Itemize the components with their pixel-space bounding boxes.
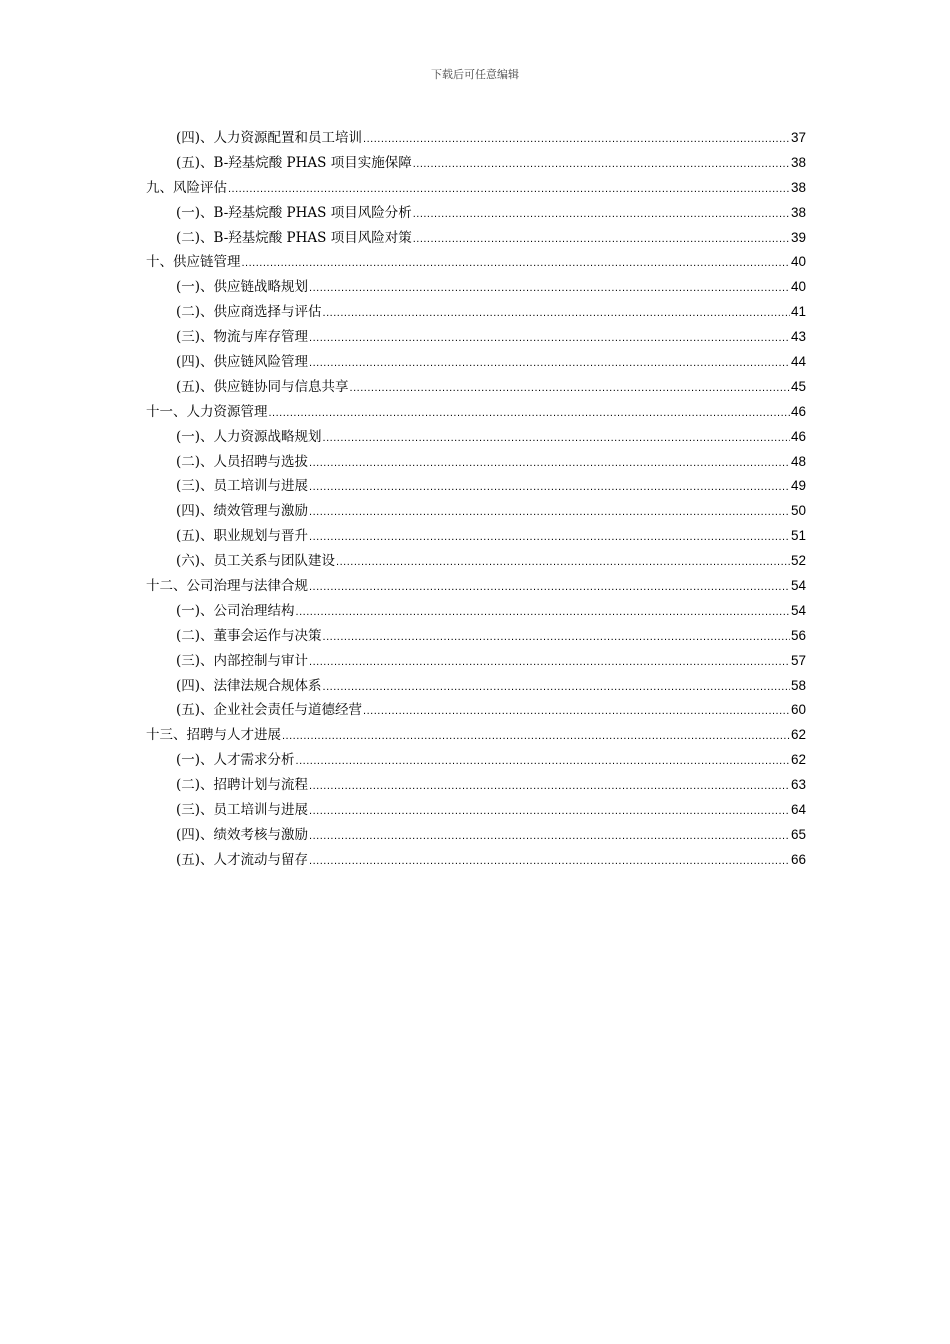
toc-section-entry[interactable] [146,798,806,823]
toc-leader-dots [413,233,790,245]
toc-page-number: 48 [790,453,806,469]
toc-entry-label: 十三、招聘与人才进展 [146,727,281,744]
table-of-contents [146,126,806,873]
toc-section-entry[interactable] [146,226,806,251]
toc-section-entry[interactable] [146,151,806,176]
toc-page-number: 43 [790,329,806,345]
toc-page-number: 58 [790,677,806,693]
toc-entry-label: (五)、B-羟基烷酸 PHAS 项目实施保障 [176,154,412,171]
toc-entry-label: (二)、B-羟基烷酸 PHAS 项目风险对策 [176,229,412,246]
toc-leader-dots [309,282,790,294]
toc-section-entry[interactable] [146,275,806,300]
toc-leader-dots [309,780,790,792]
toc-page-number: 44 [790,354,806,370]
toc-entry-label: (五)、人才流动与留存 [176,851,309,868]
toc-leader-dots [296,606,790,618]
toc-leader-dots [309,531,790,543]
toc-section-entry[interactable] [146,300,806,325]
toc-leader-dots [323,681,790,693]
toc-leader-dots [282,730,790,742]
toc-leader-dots [309,457,790,469]
toc-page-number: 62 [790,752,806,768]
toc-entry-label: (三)、内部控制与审计 [176,652,309,669]
toc-page-number: 41 [790,304,806,320]
toc-leader-dots [363,705,790,717]
toc-entry-label: (四)、法律法规合规体系 [176,677,322,694]
toc-section-entry[interactable] [146,425,806,450]
toc-leader-dots [309,357,790,369]
toc-leader-dots [309,581,790,593]
toc-leader-dots [323,631,790,643]
toc-entry-label: (三)、物流与库存管理 [176,329,309,346]
toc-section-entry[interactable] [146,649,806,674]
toc-entry-label: (四)、绩效管理与激励 [176,503,309,520]
toc-entry-label: (一)、人才需求分析 [176,752,295,769]
toc-page-number: 51 [790,528,806,544]
toc-leader-dots [309,656,790,668]
toc-entry-label: (一)、B-羟基烷酸 PHAS 项目风险分析 [176,204,412,221]
toc-leader-dots [242,257,790,269]
toc-entry-label: (四)、绩效考核与激励 [176,826,309,843]
toc-entry-label: 十二、公司治理与法律合规 [146,578,308,595]
toc-entry-label: (二)、董事会运作与决策 [176,627,322,644]
toc-leader-dots [228,183,790,195]
toc-page-number: 38 [790,154,806,170]
toc-section-entry[interactable] [146,674,806,699]
toc-entry-label: (二)、供应商选择与评估 [176,304,322,321]
toc-page-number: 54 [790,578,806,594]
page-header: 下载后可任意编辑 [431,68,519,81]
toc-page-number: 46 [790,403,806,419]
toc-entry-label: (四)、供应链风险管理 [176,354,309,371]
toc-leader-dots [309,805,790,817]
toc-leader-dots [309,855,790,867]
toc-leader-dots [323,307,790,319]
toc-leader-dots [309,481,790,493]
toc-entry-label: (二)、招聘计划与流程 [176,777,309,794]
toc-section-entry[interactable] [146,748,806,773]
toc-page-number: 63 [790,777,806,793]
toc-leader-dots [296,755,790,767]
toc-chapter-entry[interactable] [146,250,806,275]
toc-page-number: 64 [790,802,806,818]
toc-section-entry[interactable] [146,524,806,549]
toc-section-entry[interactable] [146,698,806,723]
toc-section-entry[interactable] [146,499,806,524]
toc-page-number: 46 [790,428,806,444]
toc-page-number: 66 [790,851,806,867]
toc-section-entry[interactable] [146,126,806,151]
toc-leader-dots [413,208,790,220]
toc-section-entry[interactable] [146,450,806,475]
toc-section-entry[interactable] [146,375,806,400]
toc-entry-label: (一)、人力资源战略规划 [176,428,322,445]
toc-section-entry[interactable] [146,549,806,574]
toc-section-entry[interactable] [146,773,806,798]
toc-section-entry[interactable] [146,325,806,350]
toc-entry-label: (三)、员工培训与进展 [176,478,309,495]
toc-entry-label: (四)、人力资源配置和员工培训 [176,130,363,146]
toc-leader-dots [309,506,790,518]
toc-page-number: 38 [790,204,806,220]
toc-entry-label: (一)、供应链战略规划 [176,279,309,296]
toc-section-entry[interactable] [146,848,806,873]
toc-page-number: 45 [790,378,806,394]
toc-section-entry[interactable] [146,350,806,375]
toc-page-number: 50 [790,503,806,519]
toc-page-number: 40 [790,254,806,270]
toc-page-number: 39 [790,229,806,245]
toc-page-number: 65 [790,826,806,842]
toc-entry-label: 十、供应链管理 [146,254,241,271]
toc-section-entry[interactable] [146,823,806,848]
toc-entry-label: (一)、公司治理结构 [176,602,295,619]
toc-entry-label: (五)、供应链协同与信息共享 [176,378,349,395]
toc-entry-label: (二)、人员招聘与选拔 [176,453,309,470]
toc-leader-dots [323,432,790,444]
toc-leader-dots [269,407,790,419]
toc-chapter-entry[interactable] [146,176,806,201]
toc-chapter-entry[interactable] [146,574,806,599]
toc-page-number: 37 [790,130,806,145]
toc-leader-dots [350,382,790,394]
toc-leader-dots [336,556,790,568]
toc-page-number: 49 [790,478,806,494]
toc-section-entry[interactable] [146,624,806,649]
toc-entry-label: (五)、职业规划与晋升 [176,528,309,545]
toc-leader-dots [413,158,790,170]
toc-page-number: 52 [790,553,806,569]
toc-page-number: 57 [790,652,806,668]
toc-entry-label: 十一、人力资源管理 [146,403,268,420]
toc-entry-label: 九、风险评估 [146,179,227,196]
toc-page-number: 56 [790,627,806,643]
toc-entry-label: (六)、员工关系与团队建设 [176,553,336,570]
toc-leader-dots [363,133,790,145]
toc-page-number: 62 [790,727,806,743]
toc-leader-dots [309,332,790,344]
toc-page-number: 38 [790,179,806,195]
toc-section-entry[interactable] [146,599,806,624]
toc-section-entry[interactable] [146,474,806,499]
toc-entry-label: (五)、企业社会责任与道德经营 [176,702,363,719]
toc-page-number: 60 [790,702,806,718]
toc-leader-dots [309,830,790,842]
toc-chapter-entry[interactable] [146,723,806,748]
toc-page-number: 54 [790,602,806,618]
toc-entry-label: (三)、员工培训与进展 [176,802,309,819]
toc-page-number: 40 [790,279,806,295]
toc-section-entry[interactable] [146,201,806,226]
toc-chapter-entry[interactable] [146,400,806,425]
